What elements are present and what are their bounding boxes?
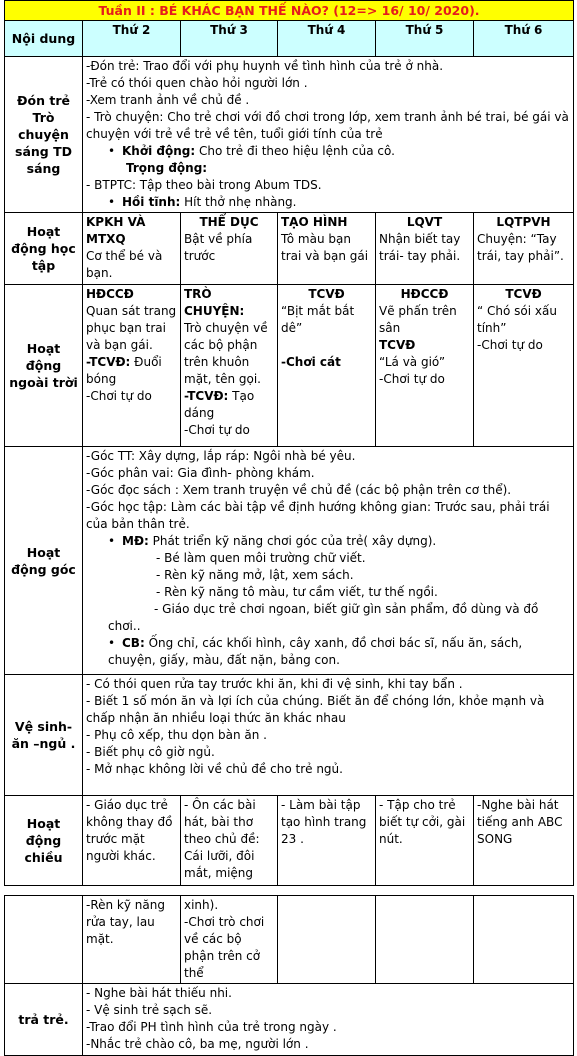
outdoor-cell xyxy=(83,285,181,447)
afternoon-cell: - Làm bài tập tạo hình trang 23 . xyxy=(278,796,376,886)
header-day: Thứ 5 xyxy=(376,21,474,57)
cooldown-item xyxy=(86,194,570,211)
learning-head: KPKH VÀ MTXQ xyxy=(86,215,146,246)
outdoor-text: “ Chó sói xấu tính” xyxy=(477,304,557,335)
learning-head: LQVT xyxy=(406,215,443,229)
outdoor-subhead: -TCVĐ: xyxy=(86,355,131,369)
warmup-label: Khởi động: xyxy=(122,144,196,158)
learning-text: Tô màu bạn trai và bạn gái xyxy=(281,232,369,263)
welcome-line: -Đón trẻ: Trao đổi với phụ huynh về tình hình của trẻ ở nhà. xyxy=(86,59,444,73)
header-content: Nội dung xyxy=(5,21,83,57)
warmup-text: Cho trẻ đi theo hiệu lệnh của cô. xyxy=(195,144,395,158)
outdoor-text: -Chơi cát xyxy=(281,355,341,369)
hygiene-content xyxy=(83,675,574,796)
objective-label: MĐ: xyxy=(122,534,149,548)
outdoor-head: HĐCCĐ xyxy=(400,287,449,301)
objective-item: - Giáo dục trẻ chơi ngoan, biết giữ gìn sản phẩm, đồ dùng và đồ chơi.. xyxy=(108,602,539,633)
hygiene-line: - Mở nhạc không lời về chủ đề cho trẻ ngủ. xyxy=(86,762,343,776)
hygiene-row xyxy=(5,675,574,796)
outdoor-text: -Chơi tự do xyxy=(379,372,445,386)
outdoor-text: Quan sát trang phục bạn trai và bạn gái. xyxy=(86,304,177,352)
schedule-table-continued xyxy=(4,895,574,1056)
learning-cell xyxy=(474,213,574,285)
return-content xyxy=(83,984,574,1056)
header-day: Thứ 2 xyxy=(83,21,181,57)
welcome-line: -Xem tranh ảnh về chủ đề . xyxy=(86,93,250,107)
outdoor-text: “Lá và gió” xyxy=(379,355,446,369)
prep-label: CB: xyxy=(122,636,145,650)
outdoor-text: “Bịt mắt bắt dê” xyxy=(281,304,355,335)
return-line: - Vệ sinh trẻ sạch sẽ. xyxy=(86,1003,213,1017)
welcome-row xyxy=(5,57,574,213)
objective-item: - Rèn kỹ năng mở, lật, xem sách. xyxy=(156,568,354,582)
objective-item: - Rèn kỹ năng tô màu, tư cầm viết, tư thế ngồi. xyxy=(156,585,438,599)
hygiene-line: - Biết 1 số món ăn và lợi ích của chúng. Biết ăn để chóng lớn, khỏe mạnh và chấp nhận ăn nhiều loại thức ăn khác nhau xyxy=(86,694,545,725)
learning-head: TẠO HÌNH xyxy=(281,215,348,229)
corners-line: -Góc phân vai: Gia đình- phòng khám. xyxy=(86,466,315,480)
hygiene-line: - Phụ cô xếp, thu dọn bàn ăn . xyxy=(86,728,267,742)
corners-row xyxy=(5,447,574,675)
hygiene-line: - Có thói quen rửa tay trước khi ăn, khi đi vệ sinh, khi tay bẩn . xyxy=(86,677,463,691)
outdoor-row xyxy=(5,285,574,447)
outdoor-head: HĐCCĐ xyxy=(86,287,134,301)
welcome-label: Đón trẻ Trò chuyện sáng TD sáng xyxy=(5,57,83,213)
return-row xyxy=(5,984,574,1056)
bullet-icon: • xyxy=(108,534,116,548)
learning-row xyxy=(5,213,574,285)
return-label: trả trẻ. xyxy=(5,984,83,1056)
hygiene-label: Vệ sinh-ăn –ngủ . xyxy=(5,675,83,796)
outdoor-text: -Chơi tự do xyxy=(184,423,250,437)
welcome-content xyxy=(83,57,574,213)
main-exercise-text: - BTPTC: Tập theo bài trong Abum TDS. xyxy=(86,178,322,192)
learning-text: Nhận biết tay trái- tay phải. xyxy=(379,232,461,263)
afternoon-cell: -Nghe bài hát tiếng anh ABC SONG xyxy=(474,796,574,886)
schedule-table xyxy=(4,0,574,886)
afternoon-cell: - Giáo dục trẻ không thay đồ trước mặt người khác. xyxy=(83,796,181,886)
cooldown-text: Hít thở nhẹ nhàng. xyxy=(180,195,297,209)
learning-cell xyxy=(376,213,474,285)
hygiene-line: - Biết phụ cô giờ ngủ. xyxy=(86,745,215,759)
outdoor-text: Tạo dáng xyxy=(184,389,255,420)
bullet-icon: • xyxy=(108,195,116,209)
afternoon-cont-cell: xinh). -Chơi trò chơi về các bộ phận trên cở thể xyxy=(181,896,278,984)
return-line: -Nhắc trẻ chào cô, ba mẹ, người lớn . xyxy=(86,1037,309,1051)
header-day: Thứ 3 xyxy=(181,21,278,57)
afternoon-label: Hoạt động chiều xyxy=(5,796,83,886)
afternoon-cont-cell xyxy=(474,896,574,984)
outdoor-subhead: -TCVĐ: xyxy=(184,389,229,403)
afternoon-row xyxy=(5,796,574,886)
learning-text: Bật về phía trước xyxy=(184,232,253,263)
outdoor-cell xyxy=(474,285,574,447)
week-title: Tuần II : BÉ KHÁC BẠN THẾ NÀO? (12=> 16/ 10/ 2020). xyxy=(5,1,574,21)
outdoor-text: Vẽ phấn trên sân xyxy=(379,304,457,335)
outdoor-text: Trò chuyện về các bộ phận trên khuôn mặt, tên gọi. xyxy=(184,321,268,386)
outdoor-cell xyxy=(181,285,278,447)
objective-text: Phát triển kỹ năng chơi góc của trẻ( xây dựng). xyxy=(148,534,437,548)
afternoon-cont-cell: -Rèn kỹ năng rửa tay, lau mặt. xyxy=(83,896,181,984)
outdoor-text: Đuổi bóng xyxy=(86,355,162,386)
outdoor-label: Hoạt động ngoài trời xyxy=(5,285,83,447)
header-day: Thứ 6 xyxy=(474,21,574,57)
corners-line: -Góc đọc sách : Xem tranh truyện về chủ đề (các bộ phận trên cơ thể). xyxy=(86,483,512,497)
title-row xyxy=(5,1,574,21)
learning-cell xyxy=(83,213,181,285)
main-exercise-label: Trọng động: xyxy=(126,161,208,175)
outdoor-head: TRÒ CHUYỆN: xyxy=(184,287,245,318)
header-day: Thứ 4 xyxy=(278,21,376,57)
afternoon-cont-cell xyxy=(5,896,83,984)
corners-line: -Góc học tập: Làm các bài tập về định hướng không gian: Trước sau, phải trái của bản thân trẻ. xyxy=(86,500,550,531)
learning-text: Chuyện: “Tay trái, tay phải”. xyxy=(477,232,564,263)
learning-cell xyxy=(181,213,278,285)
prep-text: Ống chỉ, các khối hình, cây xanh, đồ chơi bác sĩ, nấu ăn, sách, chuyện, giấy, màu, đất nặn, bảng con. xyxy=(108,636,523,667)
learning-head: THỂ DỤC xyxy=(199,215,259,229)
corners-content xyxy=(83,447,574,675)
afternoon-cont-row xyxy=(5,896,574,984)
outdoor-head: TCVĐ xyxy=(505,287,542,301)
afternoon-cont-cell xyxy=(278,896,376,984)
warmup-item xyxy=(86,143,570,160)
return-line: - Nghe bài hát thiếu nhi. xyxy=(86,986,232,1000)
return-line: -Trao đổi PH tình hình của trẻ trong ngày . xyxy=(86,1020,337,1034)
learning-head: LQTPVH xyxy=(496,215,551,229)
outdoor-head: TCVĐ xyxy=(308,287,345,301)
afternoon-cell: - Ôn các bài hát, bài thơ theo chủ đề: Cái lưỡi, đôi mắt, miệng xyxy=(181,796,278,886)
welcome-line: - Trò chuyện: Cho trẻ chơi với đồ chơi trong lớp, xem tranh ảnh bé trai, bé gái và chuyện với trẻ về trẻ về tên, tuổi giới tính của trẻ xyxy=(86,110,569,141)
header-row xyxy=(5,21,574,57)
learning-cell xyxy=(278,213,376,285)
afternoon-cell: - Tập cho trẻ biết tự cởi, gài nút. xyxy=(376,796,474,886)
outdoor-cell xyxy=(278,285,376,447)
corners-line: -Góc TT: Xây dựng, lắp ráp: Ngôi nhà bé yêu. xyxy=(86,449,356,463)
corners-label: Hoạt động góc xyxy=(5,447,83,675)
cooldown-label: Hồi tĩnh: xyxy=(122,195,181,209)
learning-label: Hoạt động học tập xyxy=(5,213,83,285)
outdoor-text: -Chơi tự do xyxy=(477,338,543,352)
outdoor-subhead: TCVĐ xyxy=(379,338,416,352)
bullet-icon: • xyxy=(108,636,116,650)
outdoor-text: -Chơi tự do xyxy=(86,389,152,403)
objective-item: - Bé làm quen môi trường chữ viết. xyxy=(156,551,366,565)
welcome-line: -Trẻ có thói quen chào hỏi người lớn . xyxy=(86,76,308,90)
bullet-icon: • xyxy=(108,144,116,158)
learning-text: Cơ thể bé và bạn. xyxy=(86,249,163,280)
afternoon-cont-cell xyxy=(376,896,474,984)
outdoor-cell xyxy=(376,285,474,447)
